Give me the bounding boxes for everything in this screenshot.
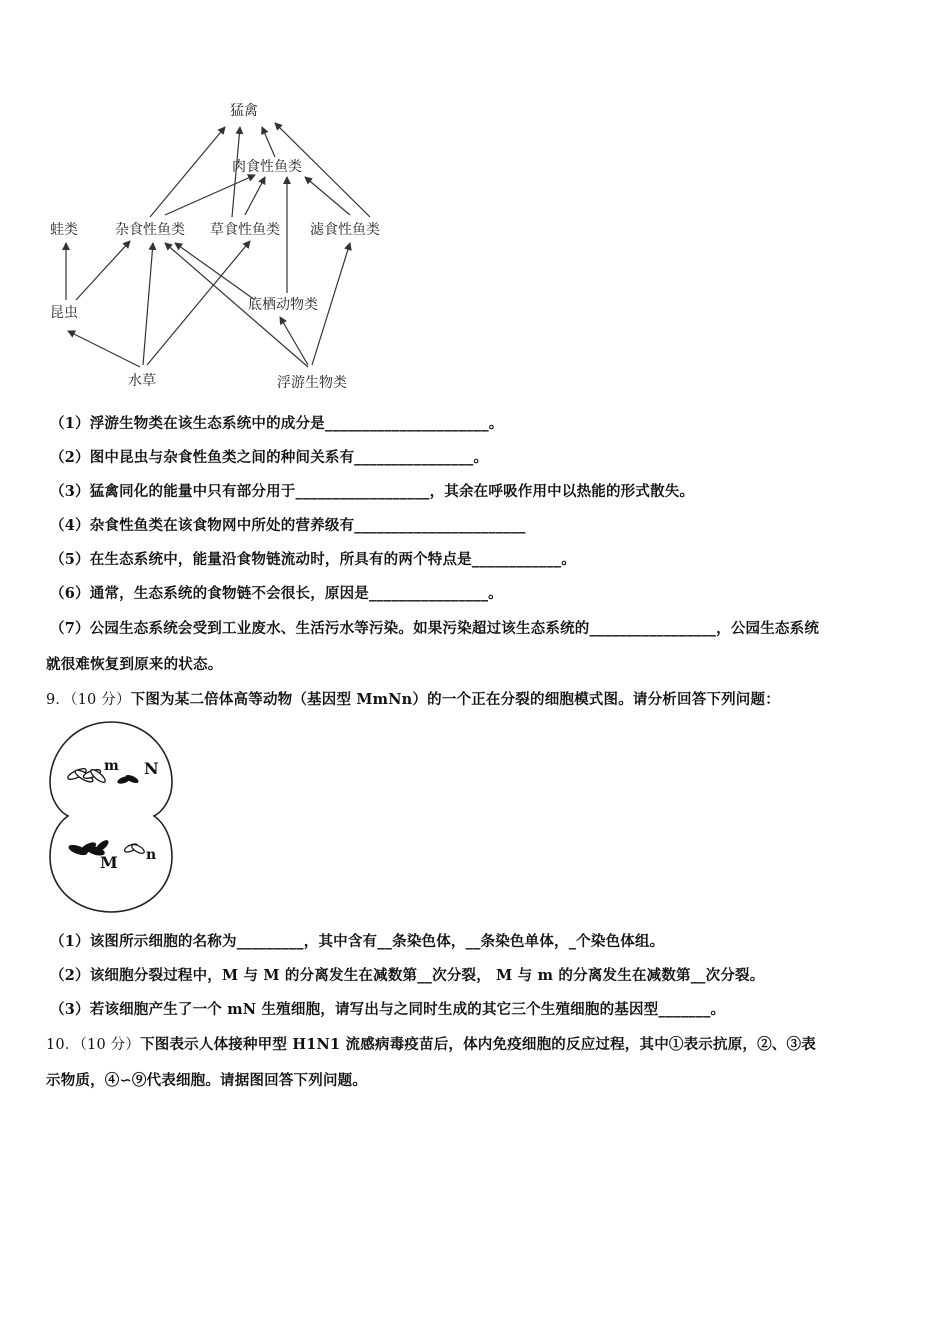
q8-item-7-cont: 就很难恢复到原来的状态。 bbox=[46, 656, 223, 673]
arrow-plankton-to-benthic bbox=[280, 317, 308, 365]
food-web-arrows bbox=[66, 123, 370, 367]
gene-label-n: n bbox=[146, 847, 157, 863]
q9-header bbox=[46, 688, 780, 709]
node-carnivorous-fish: 肉食性鱼类 bbox=[232, 159, 302, 175]
cell-division-diagram bbox=[44, 712, 179, 917]
q10-score: （10 分） bbox=[79, 1037, 141, 1053]
q10-number: 10． bbox=[46, 1037, 80, 1053]
chromosome-upper-right bbox=[116, 773, 139, 785]
q10-stem-line2: 示物质，④∽⑨代表细胞。请据图回答下列问题。 bbox=[46, 1072, 368, 1089]
cell-membrane bbox=[50, 722, 172, 912]
node-filter-fish: 滤食性鱼类 bbox=[310, 222, 380, 238]
q10-stem-line1: 下图表示人体接种甲型 H1N1 流感病毒疫苗后，体内免疫细胞的反应过程，其中①表示抗原，②、③表 bbox=[140, 1036, 816, 1053]
q8-item-2: （2）图中昆虫与杂食性鱼类之间的种间关系有________________。 bbox=[50, 449, 489, 466]
q8-item-1: （1）浮游生物类在该生态系统中的成分是______________________。 bbox=[50, 415, 504, 432]
node-water-plants: 水草 bbox=[128, 373, 156, 389]
node-plankton: 浮游生物类 bbox=[277, 375, 347, 391]
q9-item-2: （2）该细胞分裂过程中，M 与 M 的分离发生在减数第__次分裂， M 与 m 的分离发生在减数第__次分裂。 bbox=[50, 967, 765, 984]
gene-label-M: M bbox=[100, 853, 118, 872]
food-web-diagram bbox=[40, 95, 400, 395]
q9-score: （10 分） bbox=[70, 692, 131, 708]
q8-item-3: （3）猛禽同化的能量中只有部分用于__________________，其余在呼吸作用中以热能的形式散失。 bbox=[50, 483, 695, 500]
arrow-insects-to-omnivorous bbox=[76, 241, 130, 300]
node-herbivorous-fish: 草食性鱼类 bbox=[210, 222, 280, 238]
chromosome-lower-right bbox=[123, 842, 145, 855]
gene-label-m: m bbox=[104, 758, 119, 774]
node-insects: 昆虫 bbox=[50, 305, 78, 321]
q9-item-3: （3）若该细胞产生了一个 mN 生殖细胞，请写出与之同时生成的其它三个生殖细胞的基因型_______。 bbox=[50, 1001, 726, 1018]
q8-item-5: （5）在生态系统中，能量沿食物链流动时，所具有的两个特点是____________。 bbox=[50, 551, 576, 568]
q9-item-1: （1）该图所示细胞的名称为_________，其中含有__条染色体，__条染色单体，_个染色体组。 bbox=[50, 933, 665, 950]
q8-item-4: （4）杂食性鱼类在该食物网中所处的营养级有_______________________ bbox=[50, 517, 526, 534]
chromosome-upper-left bbox=[66, 767, 106, 785]
gene-label-N: N bbox=[144, 759, 159, 778]
q8-item-7: （7）公园生态系统会受到工业废水、生活污水等污染。如果污染超过该生态系统的_________________，公园生态系统 bbox=[50, 620, 820, 637]
node-omnivorous-fish: 杂食性鱼类 bbox=[115, 222, 185, 238]
arrow-filter-to-carnivorous bbox=[305, 177, 350, 215]
node-frogs: 蛙类 bbox=[50, 222, 78, 238]
q10-header bbox=[46, 1033, 816, 1054]
arrow-omnivorous-to-carnivorous bbox=[165, 175, 255, 215]
q8-item-6: （6）通常，生态系统的食物链不会很长，原因是________________。 bbox=[50, 585, 503, 602]
q9-stem: 下图为某二倍体高等动物（基因型 MmNn）的一个正在分裂的细胞模式图。请分析回答下列问题： bbox=[130, 691, 780, 708]
node-raptor: 猛禽 bbox=[230, 103, 258, 119]
q9-number: 9． bbox=[46, 692, 71, 708]
arrow-plants-to-insects bbox=[68, 331, 140, 367]
arrow-benthic-to-omnivorous bbox=[175, 243, 255, 300]
arrow-carnivorous-to-raptor bbox=[262, 127, 275, 157]
arrow-herbivorous-to-carnivorous bbox=[245, 177, 265, 215]
arrow-omnivorous-to-raptor bbox=[150, 127, 225, 217]
arrow-plants-to-omnivorous bbox=[143, 243, 153, 365]
node-benthic-animals: 底栖动物类 bbox=[248, 297, 318, 313]
